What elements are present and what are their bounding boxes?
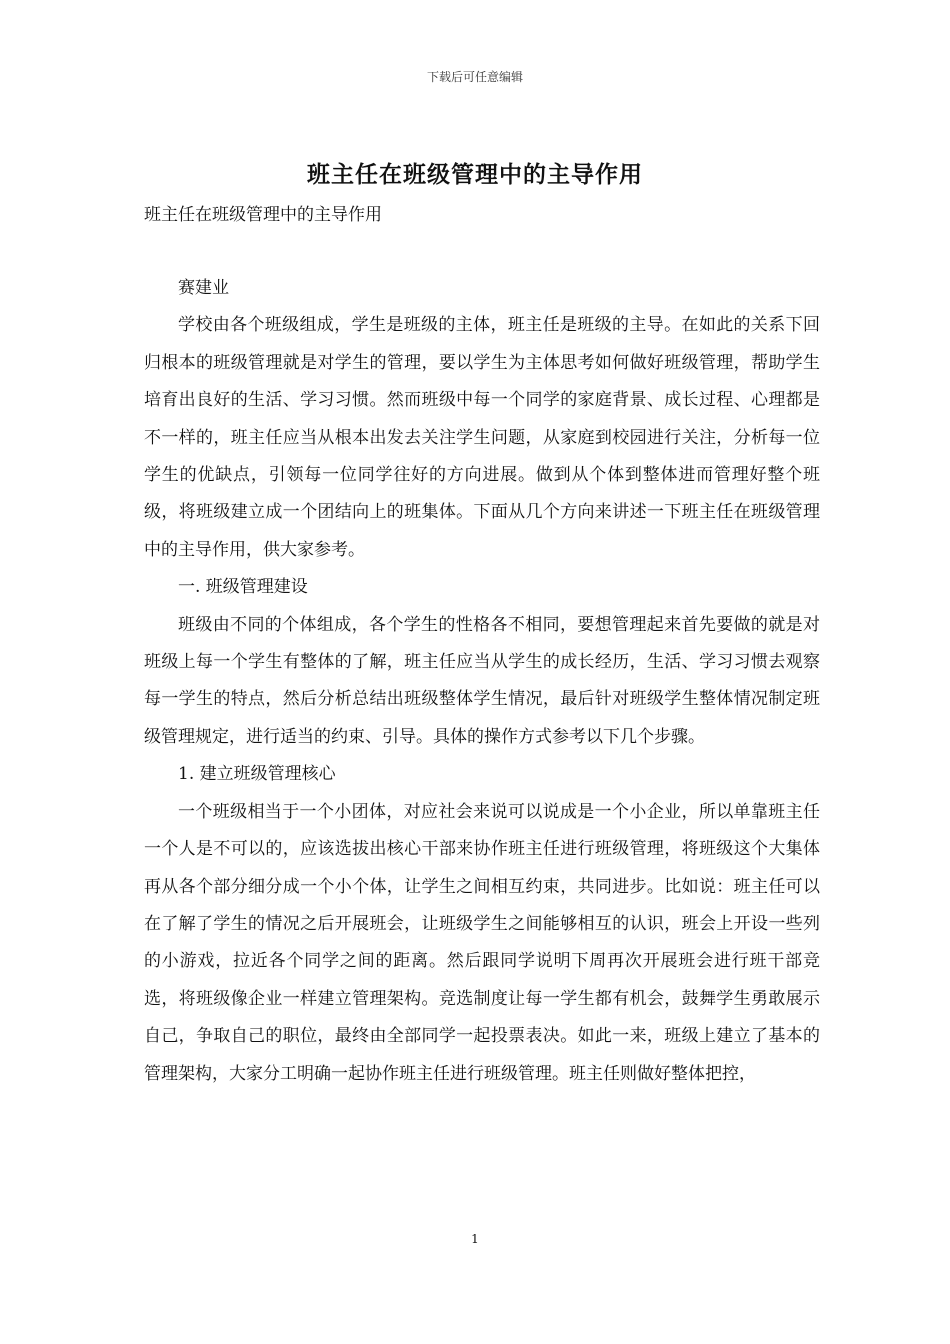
paragraph-subsection-1: 一个班级相当于一个小团体，对应社会来说可以说成是一个小企业，所以单靠班主任一个人是不可以的，应该选拔出核心干部来协作班主任进行班级管理，将班级这个大集体再从各个部分细分成一个小个体，让学生之间相互约束，共同进步。比如说：班主任可以在了解了学生的情况之后开展班会，让班级学生之间能够相互的认识，班会上开设一些列的小游戏，拉近各个同学之间的距离。然后跟同学说明下周再次开展班会进行班干部竞选，将班级像企业一样建立管理架构。竞选制度让每一学生都有机会，鼓舞学生勇敢展示自己，争取自己的职位，最终由全部同学一起投票表决。如此一来，班级上建立了基本的管理架构，大家分工明确一起协作班主任进行班级管理。班主任则做好整体把控， (144, 801, 820, 1084)
header-note: 下载后可任意编辑 (426, 70, 523, 84)
paragraph-intro: 学校由各个班级组成，学生是班级的主体，班主任是班级的主导。在如此的关系下回归根本的班级管理就是对学生的管理，要以学生为主体思考如何做好班级管理，帮助学生培育出良好的生活、学习习惯。然而班级中每一个同学的家庭背景、成长过程、心理都是不一样的，班主任应当从根本出发去关注学生问题，从家庭到校园进行关注，分析每一位学生的优缺点，引领每一位同学往好的方向进展。做到从个体到整体进而管理好整个班级，将班级建立成一个团结向上的班集体。下面从几个方向来讲述一下班主任在班级管理中的主导作用，供大家参考。 (144, 315, 820, 560)
document-subtitle: 班主任在班级管理中的主导作用 (144, 205, 382, 225)
paragraph-section-1: 班级由不同的个体组成，各个学生的性格各不相同，要想管理起来首先要做的就是对班级上每一个学生有整体的了解，班主任应当从学生的成长经历，生活、学习习惯去观察每一学生的特点，然后分析总结出班级整体学生情况，最后针对班级学生整体情况制定班级管理规定，进行适当的约束、引导。具体的操作方式参考以下几个步骤。 (144, 614, 820, 747)
author-line: 赛建业 (178, 278, 229, 298)
section-heading-1: 一. 班级管理建设 (178, 577, 308, 598)
document-body (144, 270, 820, 1093)
subsection-heading-1: 1. 建立班级管理核心 (178, 764, 336, 785)
document-title: 班主任在班级管理中的主导作用 (307, 161, 643, 188)
page-number: 1 (471, 1232, 479, 1246)
